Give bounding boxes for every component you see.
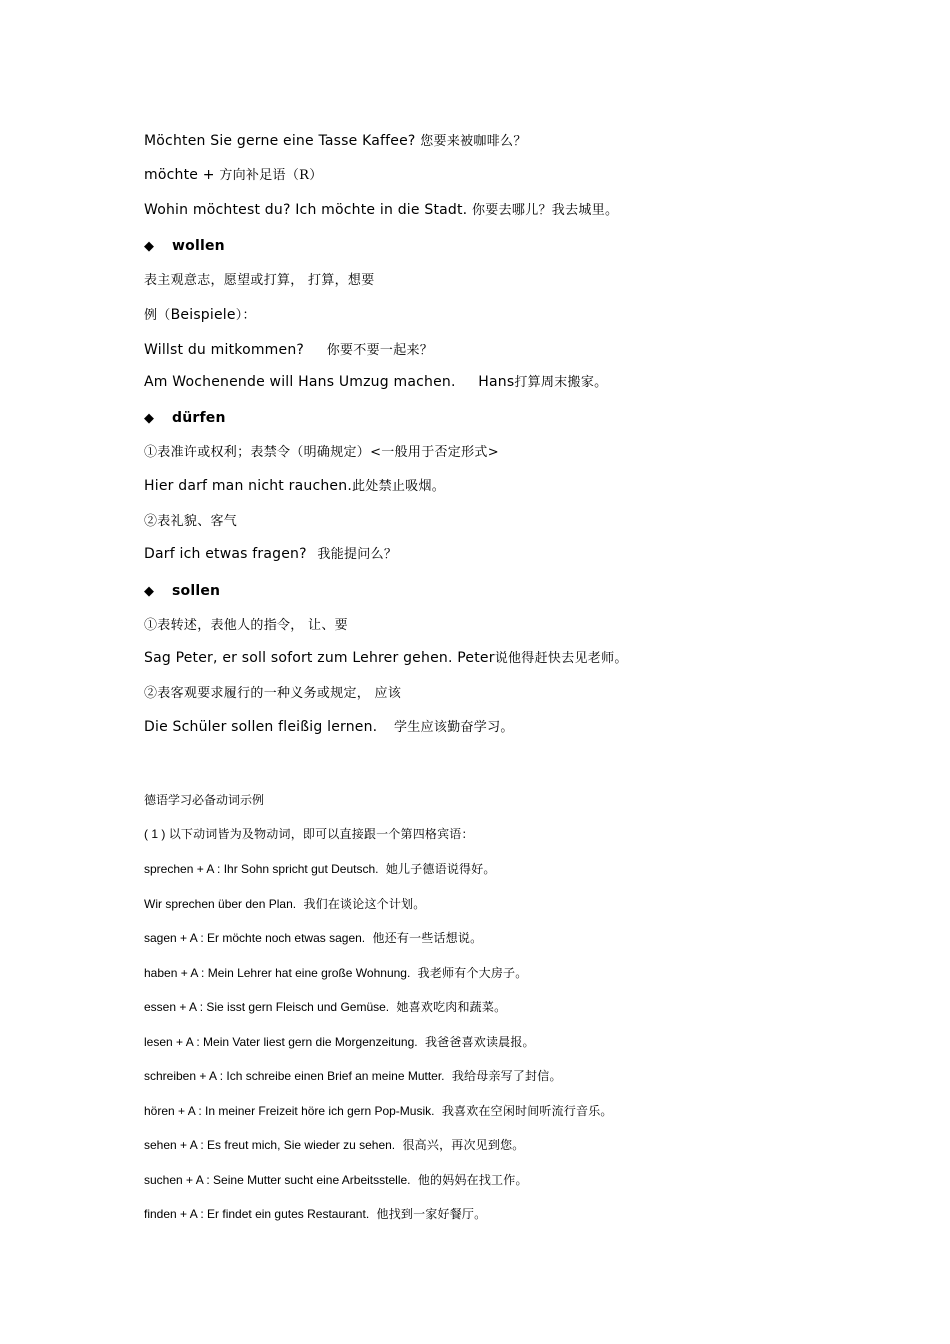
section-heading-sollen [144,582,220,601]
verbs-intro [144,826,474,842]
example-fragen [144,545,397,564]
example-wohin [144,201,618,220]
german-text: möchte + [144,167,215,183]
german-text: Die Schüler sollen fleißig lernen. [144,719,378,735]
chinese-translation: 方向补足语（R） [219,168,323,183]
german-text: Wohin möchtest du? Ich möchte in die Stadt. [144,202,468,218]
chinese-translation: 你要去哪儿？我去城里。 [472,203,619,218]
diamond-bullet-icon: ◆ [144,411,155,426]
example-rauchen [144,477,445,496]
chinese-translation: 很高兴，再次见到您。 [402,1138,525,1152]
german-sentence: hören + A : In meiner Freizeit höre ich gern Pop-Musik. [144,1104,435,1118]
duerfen-meaning-1: ①表准许或权利；表禁令（明确规定）<一般用于否定形式> [144,445,499,460]
heading-text: sollen [172,583,221,599]
example-moechten-kaffee [144,132,527,151]
german-sentence: Wir sprechen über den Plan. [144,897,297,911]
sollen-meaning-1: ①表转述，表他人的指令， 让、要 [144,618,348,633]
chinese-translation: 打算周末搬家。 [514,375,608,390]
example-wochenende [144,373,607,392]
german-text: Darf ich etwas fragen? [144,546,307,562]
german-sentence: sagen + A : Er möchte noch etwas sagen. [144,931,366,945]
verbs-section-title: 德语学习必备动词示例 [144,793,265,807]
chinese-translation: 你要不要一起来？ [326,343,434,358]
german-name: Peter [457,650,495,666]
chinese-translation: 她喜欢吃肉和蔬菜。 [396,1000,507,1014]
list-item [144,1172,528,1188]
german-sentence: schreiben + A : Ich schreibe einen Brief an meine Mutter. [144,1069,445,1083]
intro-text: 以下动词皆为及物动词，即可以直接跟一个第四格宾语： [168,827,474,841]
intro-number: ( 1 ) [144,827,166,841]
list-item [144,1034,535,1050]
duerfen-meaning-2: ②表礼貌、客气 [144,514,238,529]
heading-text: wollen [172,238,225,254]
example-willst-du [144,341,433,360]
list-item [144,1137,525,1153]
list-item [144,861,496,877]
german-sentence: finden + A : Er findet ein gutes Restaurant. [144,1207,370,1221]
chinese-translation: 此处禁止吸烟。 [351,479,446,494]
example-schueler [144,718,514,737]
chinese-translation: 说他得赶快去见老师。 [494,651,628,666]
german-text: Hier darf man nicht rauchen. [144,478,352,494]
chinese-translation: 您要来被咖啡么？ [420,134,527,149]
german-sentence: suchen + A : Seine Mutter sucht eine Arbeitsstelle. [144,1173,411,1187]
chinese-translation: 学生应该勤奋学习。 [394,720,514,735]
chinese-translation: 我们在谈论这个计划。 [303,897,426,911]
chinese-translation: 她儿子德语说得好。 [385,862,496,876]
german-sentence: sprechen + A : Ihr Sohn spricht gut Deutsch. [144,862,379,876]
chinese-translation: 我爸爸喜欢读晨报。 [424,1035,535,1049]
heading-text: dürfen [172,410,226,426]
section-heading-wollen [144,237,225,256]
chinese-translation: 他找到一家好餐厅。 [376,1207,487,1221]
moechte-rule [144,166,323,185]
german-sentence: essen + A : Sie isst gern Fleisch und Gemüse. [144,1000,390,1014]
list-item [144,1068,562,1084]
diamond-bullet-icon: ◆ [144,239,155,254]
list-item [144,965,527,981]
chinese-translation: 他的妈妈在找工作。 [417,1173,528,1187]
label-suffix: ）： [235,308,256,323]
label-prefix: 例（ [144,308,171,323]
german-text: Sag Peter, er soll sofort zum Lehrer gehen. [144,650,453,666]
german-text: Möchten Sie gerne eine Tasse Kaffee? [144,133,416,149]
example-label [144,306,256,325]
diamond-bullet-icon: ◆ [144,584,155,599]
list-item [144,1103,613,1119]
chinese-translation: 我给母亲写了封信。 [451,1069,562,1083]
list-item [144,896,425,912]
german-sentence: sehen + A : Es freut mich, Sie wieder zu sehen. [144,1138,396,1152]
section-heading-duerfen [144,409,226,428]
chinese-translation: 我老师有个大房子。 [417,966,528,980]
german-text: Willst du mitkommen? [144,342,305,358]
list-item [144,999,506,1015]
chinese-translation: 我喜欢在空闲时间听流行音乐。 [441,1104,613,1118]
german-text: Am Wochenende will Hans Umzug machen. [144,374,456,390]
sollen-meaning-2: ②表客观要求履行的一种义务或规定， 应该 [144,686,402,701]
list-item [144,1206,486,1222]
german-name: Hans [478,374,515,390]
german-sentence: haben + A : Mein Lehrer hat eine große Wohnung. [144,966,411,980]
chinese-translation: 他还有一些话想说。 [372,931,483,945]
wollen-meaning: 表主观意志，愿望或打算， 打算，想要 [144,273,375,288]
chinese-translation: 我能提问么？ [317,547,398,562]
label-german: Beispiele [170,307,236,323]
list-item [144,930,482,946]
german-sentence: lesen + A : Mein Vater liest gern die Morgenzeitung. [144,1035,418,1049]
example-sag-peter [144,649,628,668]
